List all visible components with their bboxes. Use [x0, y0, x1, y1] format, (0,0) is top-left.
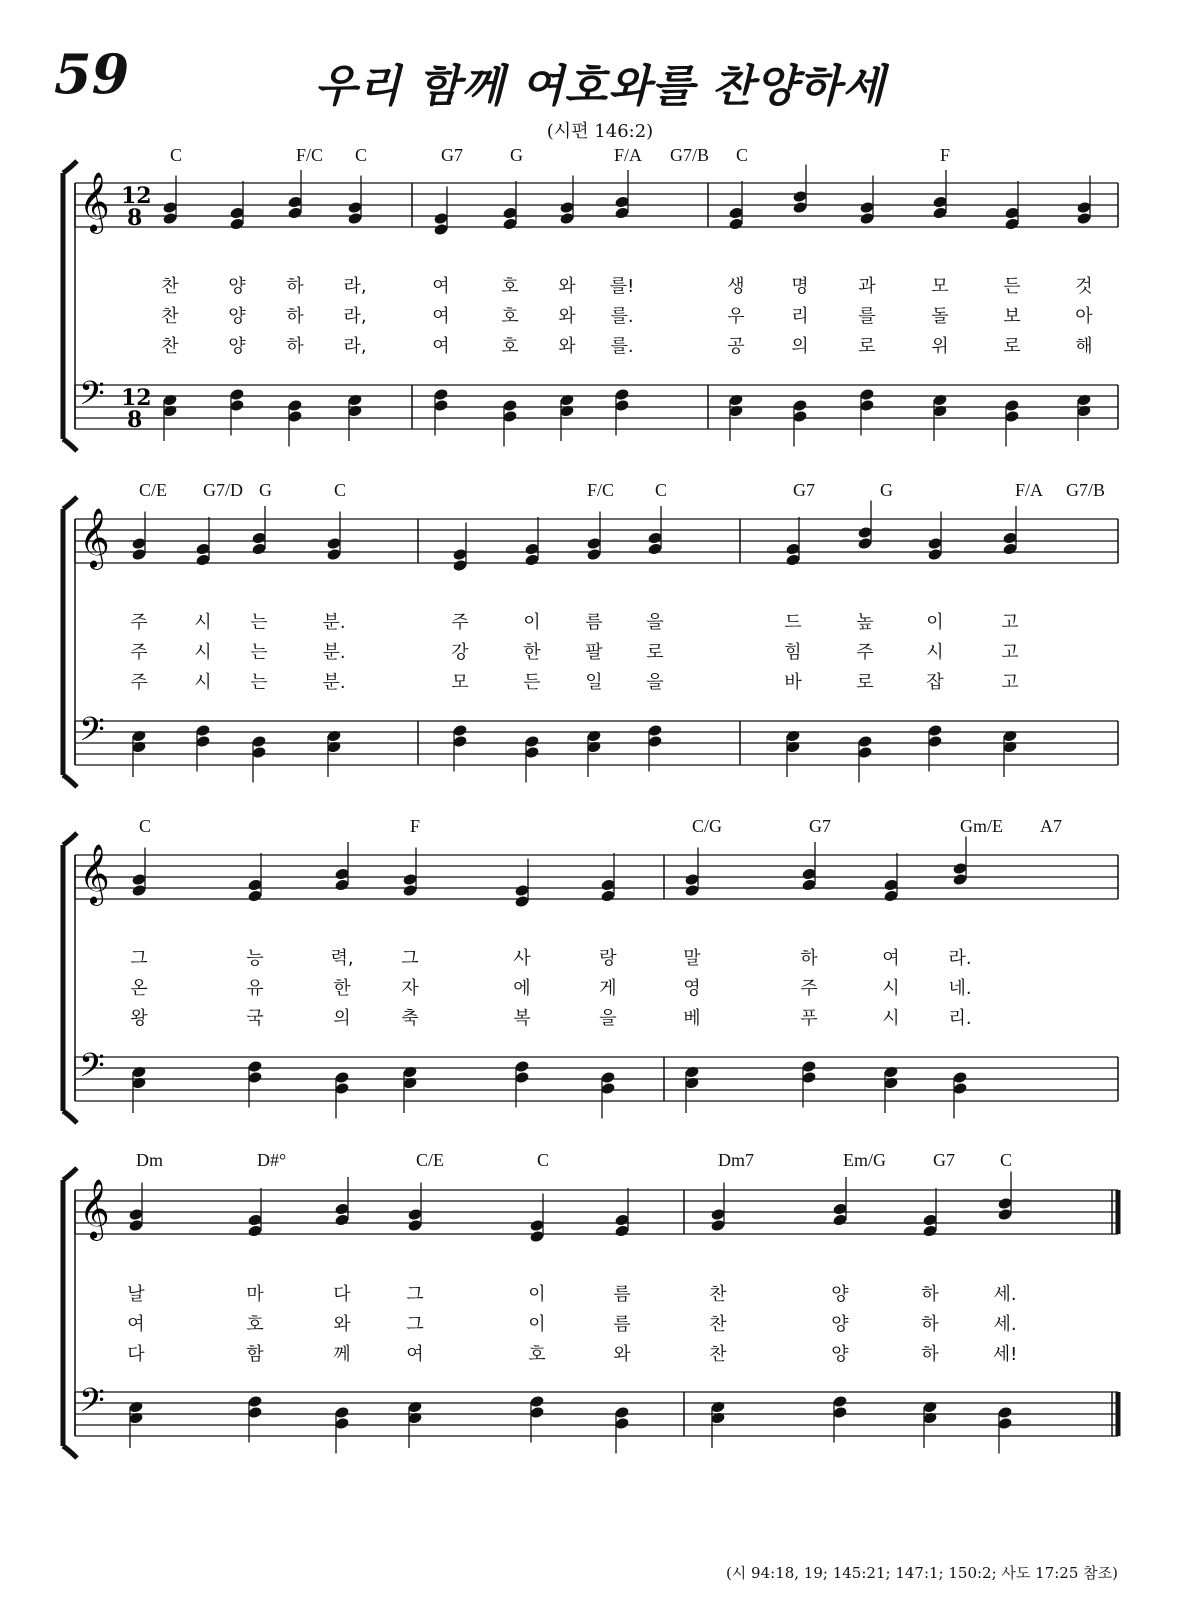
chord-symbol: C/G — [692, 816, 723, 836]
lyric-verse-2: 돌 — [931, 306, 949, 327]
chord-symbol: C — [355, 145, 368, 165]
bass-clef-icon: 𝄢 — [79, 375, 105, 421]
lyric-verse-1: 생 — [727, 276, 745, 297]
lyric-verse-1: 력, — [330, 948, 354, 969]
lyric-verse-3: 함 — [246, 1344, 264, 1365]
lyric-verse-2: 이 — [528, 1314, 546, 1335]
lyric-verse-3: 의 — [333, 1008, 351, 1029]
lyric-verse-2: 하 — [286, 306, 304, 327]
lyric-verse-1: 능 — [246, 948, 264, 969]
lyric-verse-3: 찬 — [709, 1344, 727, 1365]
time-signature-denominator: 8 — [127, 407, 143, 433]
lyric-verse-3: 위 — [931, 336, 949, 357]
chord-symbol: F/C — [296, 145, 324, 165]
lyric-verse-3: 시 — [882, 1008, 900, 1029]
lyric-verse-1: 주 — [130, 612, 148, 633]
lyric-verse-3: 모 — [451, 672, 469, 693]
lyric-verse-3: 는 — [250, 672, 268, 693]
lyric-verse-1: 랑 — [599, 948, 617, 969]
bass-staff — [75, 1382, 1118, 1436]
lyric-verse-3: 을 — [599, 1008, 617, 1029]
lyric-verse-3: 로 — [1003, 336, 1021, 357]
lyric-verse-2: 시 — [882, 978, 900, 999]
chord-symbol: F — [410, 816, 421, 836]
lyric-verse-1: 든 — [1003, 276, 1021, 297]
lyric-verse-2: 찬 — [709, 1314, 727, 1335]
chord-symbol: C — [139, 816, 152, 836]
lyric-verse-1: 말 — [683, 948, 701, 969]
chord-symbol: F/C — [587, 480, 615, 500]
lyric-verse-1: 것 — [1075, 276, 1093, 297]
time-signature-numerator: 12 — [121, 183, 152, 209]
lyric-verse-1: 양 — [831, 1284, 849, 1305]
lyric-verse-1: 모 — [931, 276, 949, 297]
lyric-verse-2: 호 — [246, 1314, 264, 1335]
lyric-verse-3: 축 — [401, 1008, 419, 1029]
lyric-verse-3: 양 — [831, 1344, 849, 1365]
lyric-verse-1: 그 — [401, 948, 419, 969]
lyric-verse-1: 그 — [130, 948, 148, 969]
lyric-verse-1: 마 — [246, 1284, 264, 1305]
lyric-verse-2: 그 — [406, 1314, 424, 1335]
lyric-verse-1: 를! — [609, 276, 635, 297]
lyric-verse-3: 호 — [528, 1344, 546, 1365]
chord-symbol: F/A — [614, 145, 643, 165]
lyric-verse-2: 여 — [127, 1314, 145, 1335]
lyric-verse-3: 와 — [613, 1344, 631, 1365]
chord-symbol: G — [259, 480, 272, 500]
lyric-verse-1: 여 — [432, 276, 450, 297]
lyric-verse-3: 찬 — [161, 336, 179, 357]
lyric-verse-2: 라, — [343, 306, 367, 327]
lyric-verse-2: 와 — [333, 1314, 351, 1335]
lyric-verse-2: 주 — [800, 978, 818, 999]
lyric-verse-1: 을 — [646, 612, 664, 633]
lyric-verse-3: 고 — [1001, 672, 1019, 693]
chord-symbol: C/E — [416, 1150, 445, 1170]
scripture-reference: (시편 146:2) — [546, 121, 654, 142]
lyric-verse-3: 푸 — [800, 1008, 818, 1029]
lyric-verse-1: 라. — [948, 948, 972, 969]
lyric-verse-1: 날 — [127, 1284, 145, 1305]
lyric-verse-3: 시 — [194, 672, 212, 693]
lyric-verse-3: 복 — [513, 1008, 531, 1029]
lyric-verse-1: 름 — [585, 612, 603, 633]
lyric-verse-3: 왕 — [130, 1008, 148, 1029]
lyric-verse-2: 로 — [646, 642, 664, 663]
treble-clef-icon: 𝄞 — [79, 844, 110, 904]
lyric-verse-1: 그 — [406, 1284, 424, 1305]
lyric-verse-1: 라, — [343, 276, 367, 297]
lyric-verse-3: 국 — [246, 1008, 264, 1029]
chord-symbol: G7 — [809, 816, 831, 836]
chord-symbol: D#° — [257, 1150, 287, 1170]
lyric-verse-2: 여 — [432, 306, 450, 327]
chord-symbol: C — [170, 145, 183, 165]
time-signature-numerator: 12 — [121, 385, 152, 411]
lyric-verse-3: 을 — [646, 672, 664, 693]
lyric-verse-3: 주 — [130, 672, 148, 693]
score-system-4 — [0, 1150, 1200, 1486]
lyric-verse-3: 하 — [921, 1344, 939, 1365]
chord-symbol: Dm7 — [718, 1150, 754, 1170]
lyric-verse-2: 세. — [993, 1314, 1017, 1335]
lyric-verse-2: 유 — [246, 978, 264, 999]
hymn-number: 59 — [54, 42, 130, 106]
lyric-verse-1: 사 — [513, 948, 531, 969]
lyric-verse-1: 찬 — [161, 276, 179, 297]
chord-symbol: G7/B — [1066, 480, 1106, 500]
lyric-verse-2: 보 — [1003, 306, 1021, 327]
hymn-title: 우리 함께 여호와를 찬양하세 — [314, 61, 886, 112]
lyric-verse-2: 를. — [610, 306, 634, 327]
chord-symbol: C/E — [139, 480, 168, 500]
lyric-verse-1: 호 — [501, 276, 519, 297]
lyric-verse-3: 해 — [1075, 336, 1093, 357]
lyric-verse-2: 우 — [727, 306, 745, 327]
lyric-verse-3: 공 — [727, 336, 745, 357]
lyric-verse-2: 네. — [948, 978, 972, 999]
chord-symbol: F — [940, 145, 951, 165]
treble-staff — [75, 1179, 1118, 1241]
treble-clef-icon: 𝄞 — [79, 508, 110, 568]
lyric-verse-2: 찬 — [161, 306, 179, 327]
lyric-verse-2: 팔 — [585, 642, 603, 663]
lyric-verse-2: 주 — [130, 642, 148, 663]
lyric-verse-3: 잡 — [926, 672, 944, 693]
lyric-verse-1: 높 — [856, 612, 874, 633]
chord-symbol: A7 — [1040, 816, 1062, 836]
lyric-verse-1: 이 — [926, 612, 944, 633]
lyric-verse-2: 힘 — [784, 642, 802, 663]
lyric-verse-1: 양 — [228, 276, 246, 297]
lyric-verse-3: 하 — [286, 336, 304, 357]
lyric-verse-1: 명 — [791, 276, 809, 297]
lyric-verse-2: 한 — [333, 978, 351, 999]
lyric-verse-2: 호 — [501, 306, 519, 327]
lyric-verse-3: 세! — [992, 1344, 1018, 1365]
chord-symbol: C — [655, 480, 668, 500]
lyric-verse-1: 시 — [194, 612, 212, 633]
lyric-verse-2: 주 — [856, 642, 874, 663]
lyric-verse-3: 의 — [791, 336, 809, 357]
lyric-verse-1: 름 — [613, 1284, 631, 1305]
lyric-verse-3: 여 — [406, 1344, 424, 1365]
lyric-verse-1: 과 — [858, 276, 876, 297]
lyric-verse-1: 분. — [322, 612, 346, 633]
lyric-verse-2: 온 — [130, 978, 148, 999]
lyric-verse-3: 로 — [858, 336, 876, 357]
lyric-verse-2: 하 — [921, 1314, 939, 1335]
lyric-verse-1: 드 — [784, 612, 802, 633]
lyric-verse-1: 이 — [523, 612, 541, 633]
lyric-verse-2: 한 — [523, 642, 541, 663]
lyric-verse-3: 라, — [343, 336, 367, 357]
chord-symbol: Gm/E — [960, 816, 1003, 836]
treble-clef-icon: 𝄞 — [79, 1179, 110, 1239]
lyric-verse-3: 를. — [610, 336, 634, 357]
lyric-verse-1: 다 — [333, 1284, 351, 1305]
chord-symbol: G — [510, 145, 523, 165]
chord-symbol: G7 — [793, 480, 815, 500]
lyric-verse-3: 일 — [585, 672, 603, 693]
time-signature-denominator: 8 — [127, 205, 143, 231]
chord-symbol: Em/G — [843, 1150, 886, 1170]
lyric-verse-2: 양 — [831, 1314, 849, 1335]
lyric-verse-1: 와 — [558, 276, 576, 297]
lyric-verse-3: 리. — [948, 1008, 972, 1029]
lyric-verse-3: 바 — [784, 672, 802, 693]
lyric-verse-3: 와 — [558, 336, 576, 357]
chord-symbol: G7 — [933, 1150, 955, 1170]
lyric-verse-2: 에 — [513, 978, 531, 999]
lyric-verse-2: 를 — [858, 306, 876, 327]
lyric-verse-3: 로 — [856, 672, 874, 693]
bass-clef-icon: 𝄢 — [79, 711, 105, 757]
chord-symbol: C — [1000, 1150, 1013, 1170]
chord-symbol: G7 — [441, 145, 463, 165]
treble-clef-icon: 𝄞 — [79, 172, 110, 232]
lyric-verse-3: 양 — [228, 336, 246, 357]
lyric-verse-2: 아 — [1075, 306, 1093, 327]
lyric-verse-2: 는 — [250, 642, 268, 663]
lyric-verse-1: 하 — [286, 276, 304, 297]
bass-clef-icon: 𝄢 — [79, 1047, 105, 1093]
lyric-verse-2: 리 — [791, 306, 809, 327]
lyric-verse-2: 분. — [322, 642, 346, 663]
lyric-verse-1: 세. — [993, 1284, 1017, 1305]
lyric-verse-1: 이 — [528, 1284, 546, 1305]
lyric-verse-2: 강 — [451, 642, 469, 663]
lyric-verse-3: 든 — [523, 672, 541, 693]
lyric-verse-2: 영 — [683, 978, 701, 999]
lyric-verse-2: 시 — [194, 642, 212, 663]
cross-reference-footer: (시 94:18, 19; 145:21; 147:1; 150:2; 사도 17:25 참조) — [725, 1564, 1118, 1582]
lyric-verse-1: 하 — [921, 1284, 939, 1305]
chord-symbol: C — [736, 145, 749, 165]
lyric-verse-3: 께 — [333, 1344, 351, 1365]
lyric-verse-3: 여 — [432, 336, 450, 357]
lyric-verse-1: 찬 — [709, 1284, 727, 1305]
lyric-verse-3: 베 — [683, 1008, 701, 1029]
lyric-verse-2: 게 — [599, 978, 617, 999]
lyric-verse-3: 호 — [501, 336, 519, 357]
lyric-verse-1: 하 — [800, 948, 818, 969]
lyric-verse-2: 자 — [401, 978, 419, 999]
lyric-verse-1: 주 — [451, 612, 469, 633]
lyric-verse-1: 는 — [250, 612, 268, 633]
lyric-verse-2: 고 — [1001, 642, 1019, 663]
bass-clef-icon: 𝄢 — [79, 1382, 105, 1428]
chord-symbol: C — [537, 1150, 550, 1170]
lyric-verse-2: 시 — [926, 642, 944, 663]
lyric-verse-1: 여 — [882, 948, 900, 969]
chord-symbol: Dm — [136, 1150, 163, 1170]
chord-symbol: G7/D — [203, 480, 243, 500]
lyric-verse-2: 와 — [558, 306, 576, 327]
chord-symbol: G — [880, 480, 893, 500]
chord-symbol: C — [334, 480, 347, 500]
chord-symbol: F/A — [1015, 480, 1044, 500]
lyric-verse-2: 름 — [613, 1314, 631, 1335]
lyric-verse-3: 분. — [322, 672, 346, 693]
lyric-verse-1: 고 — [1001, 612, 1019, 633]
chord-symbol: G7/B — [670, 145, 710, 165]
lyric-verse-3: 다 — [127, 1344, 145, 1365]
lyric-verse-2: 양 — [228, 306, 246, 327]
